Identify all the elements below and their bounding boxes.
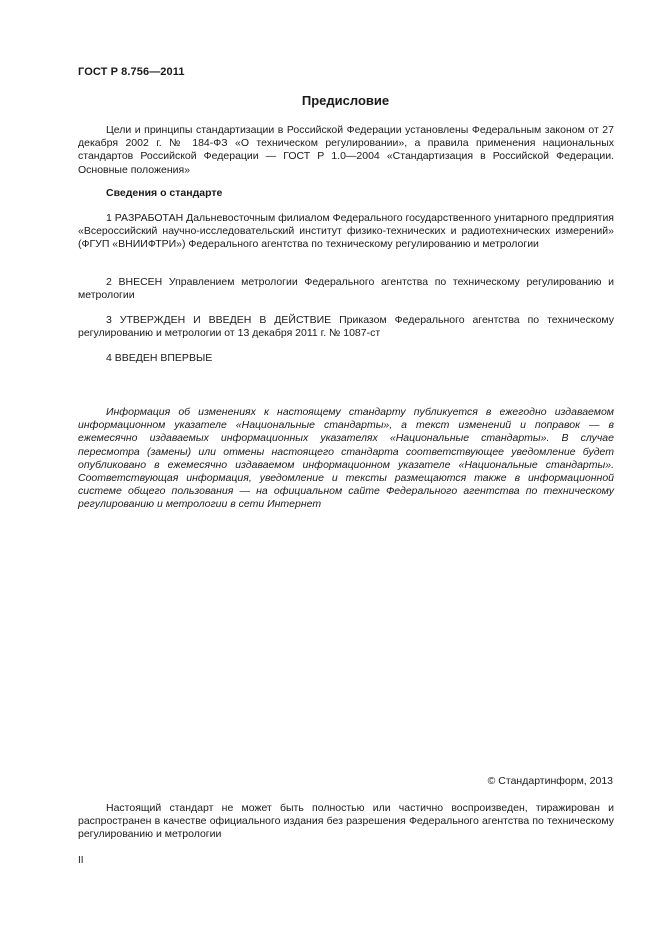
item-introduced: 4 ВВЕДЕН ВПЕРВЫЕ [106, 352, 213, 364]
copyright-notice: © Стандартинформ, 2013 [487, 775, 613, 787]
page-number: II [78, 855, 84, 866]
section-heading: Сведения о стандарте [106, 187, 223, 199]
standard-code-header: ГОСТ Р 8.756—2011 [78, 66, 185, 78]
page-title: Предисловие [301, 93, 390, 108]
item-approved: 3 УТВЕРЖДЕН И ВВЕДЕН В ДЕЙСТВИЕ Приказом Федерального агентства по техническому регулированию и метрологии от 13 декабря 2011 г. № 1087-ст [78, 314, 614, 340]
info-notice-paragraph: Информация об изменениях к настоящему стандарту публикуется в ежегодно издаваемом информационном указателе «Национальные стандарты», а текст изменений и поправок — в ежемесячно издаваемых информационных указателях «Национальные стандарты». В случае пересмотра (замены) или отмены настоящего стандарта соответствующее уведомление будет опубликовано в ежемесячно издаваемом информационном указателе «Национальные стандарты». Соответствующая информация, уведомление и тексты размещаются также в информационной системе общего пользования — на официальном сайте Федерального агентства по техническому регулированию и метрологии в сети Интернет [78, 406, 614, 511]
intro-paragraph: Цели и принципы стандартизации в Российской Федерации установлены Федеральным законом от 27 декабря 2002 г. № 184-ФЗ «О техническом регулировании», а правила применения национальных стандартов Российской Федерации — ГОСТ Р 1.0—2004 «Стандартизация в Российской Федерации. Основные положения» [78, 124, 614, 176]
item-submitted: 2 ВНЕСЕН Управлением метрологии Федерального агентства по техническому регулированию и метрологии [78, 276, 614, 302]
reproduction-notice: Настоящий стандарт не может быть полностью или частично воспроизведен, тиражирован и распространен в качестве официального издания без разрешения Федерального агентства по техническому регулированию и метрологии [78, 802, 614, 841]
item-developed: 1 РАЗРАБОТАН Дальневосточным филиалом Федерального государственного унитарного предприятия «Всероссийский научно-исследовательский институт физико-технических и радиотехнических измерений» (ФГУП «ВНИИФТРИ») Федерального агентства по техническому регулированию и метрологии [78, 212, 614, 251]
